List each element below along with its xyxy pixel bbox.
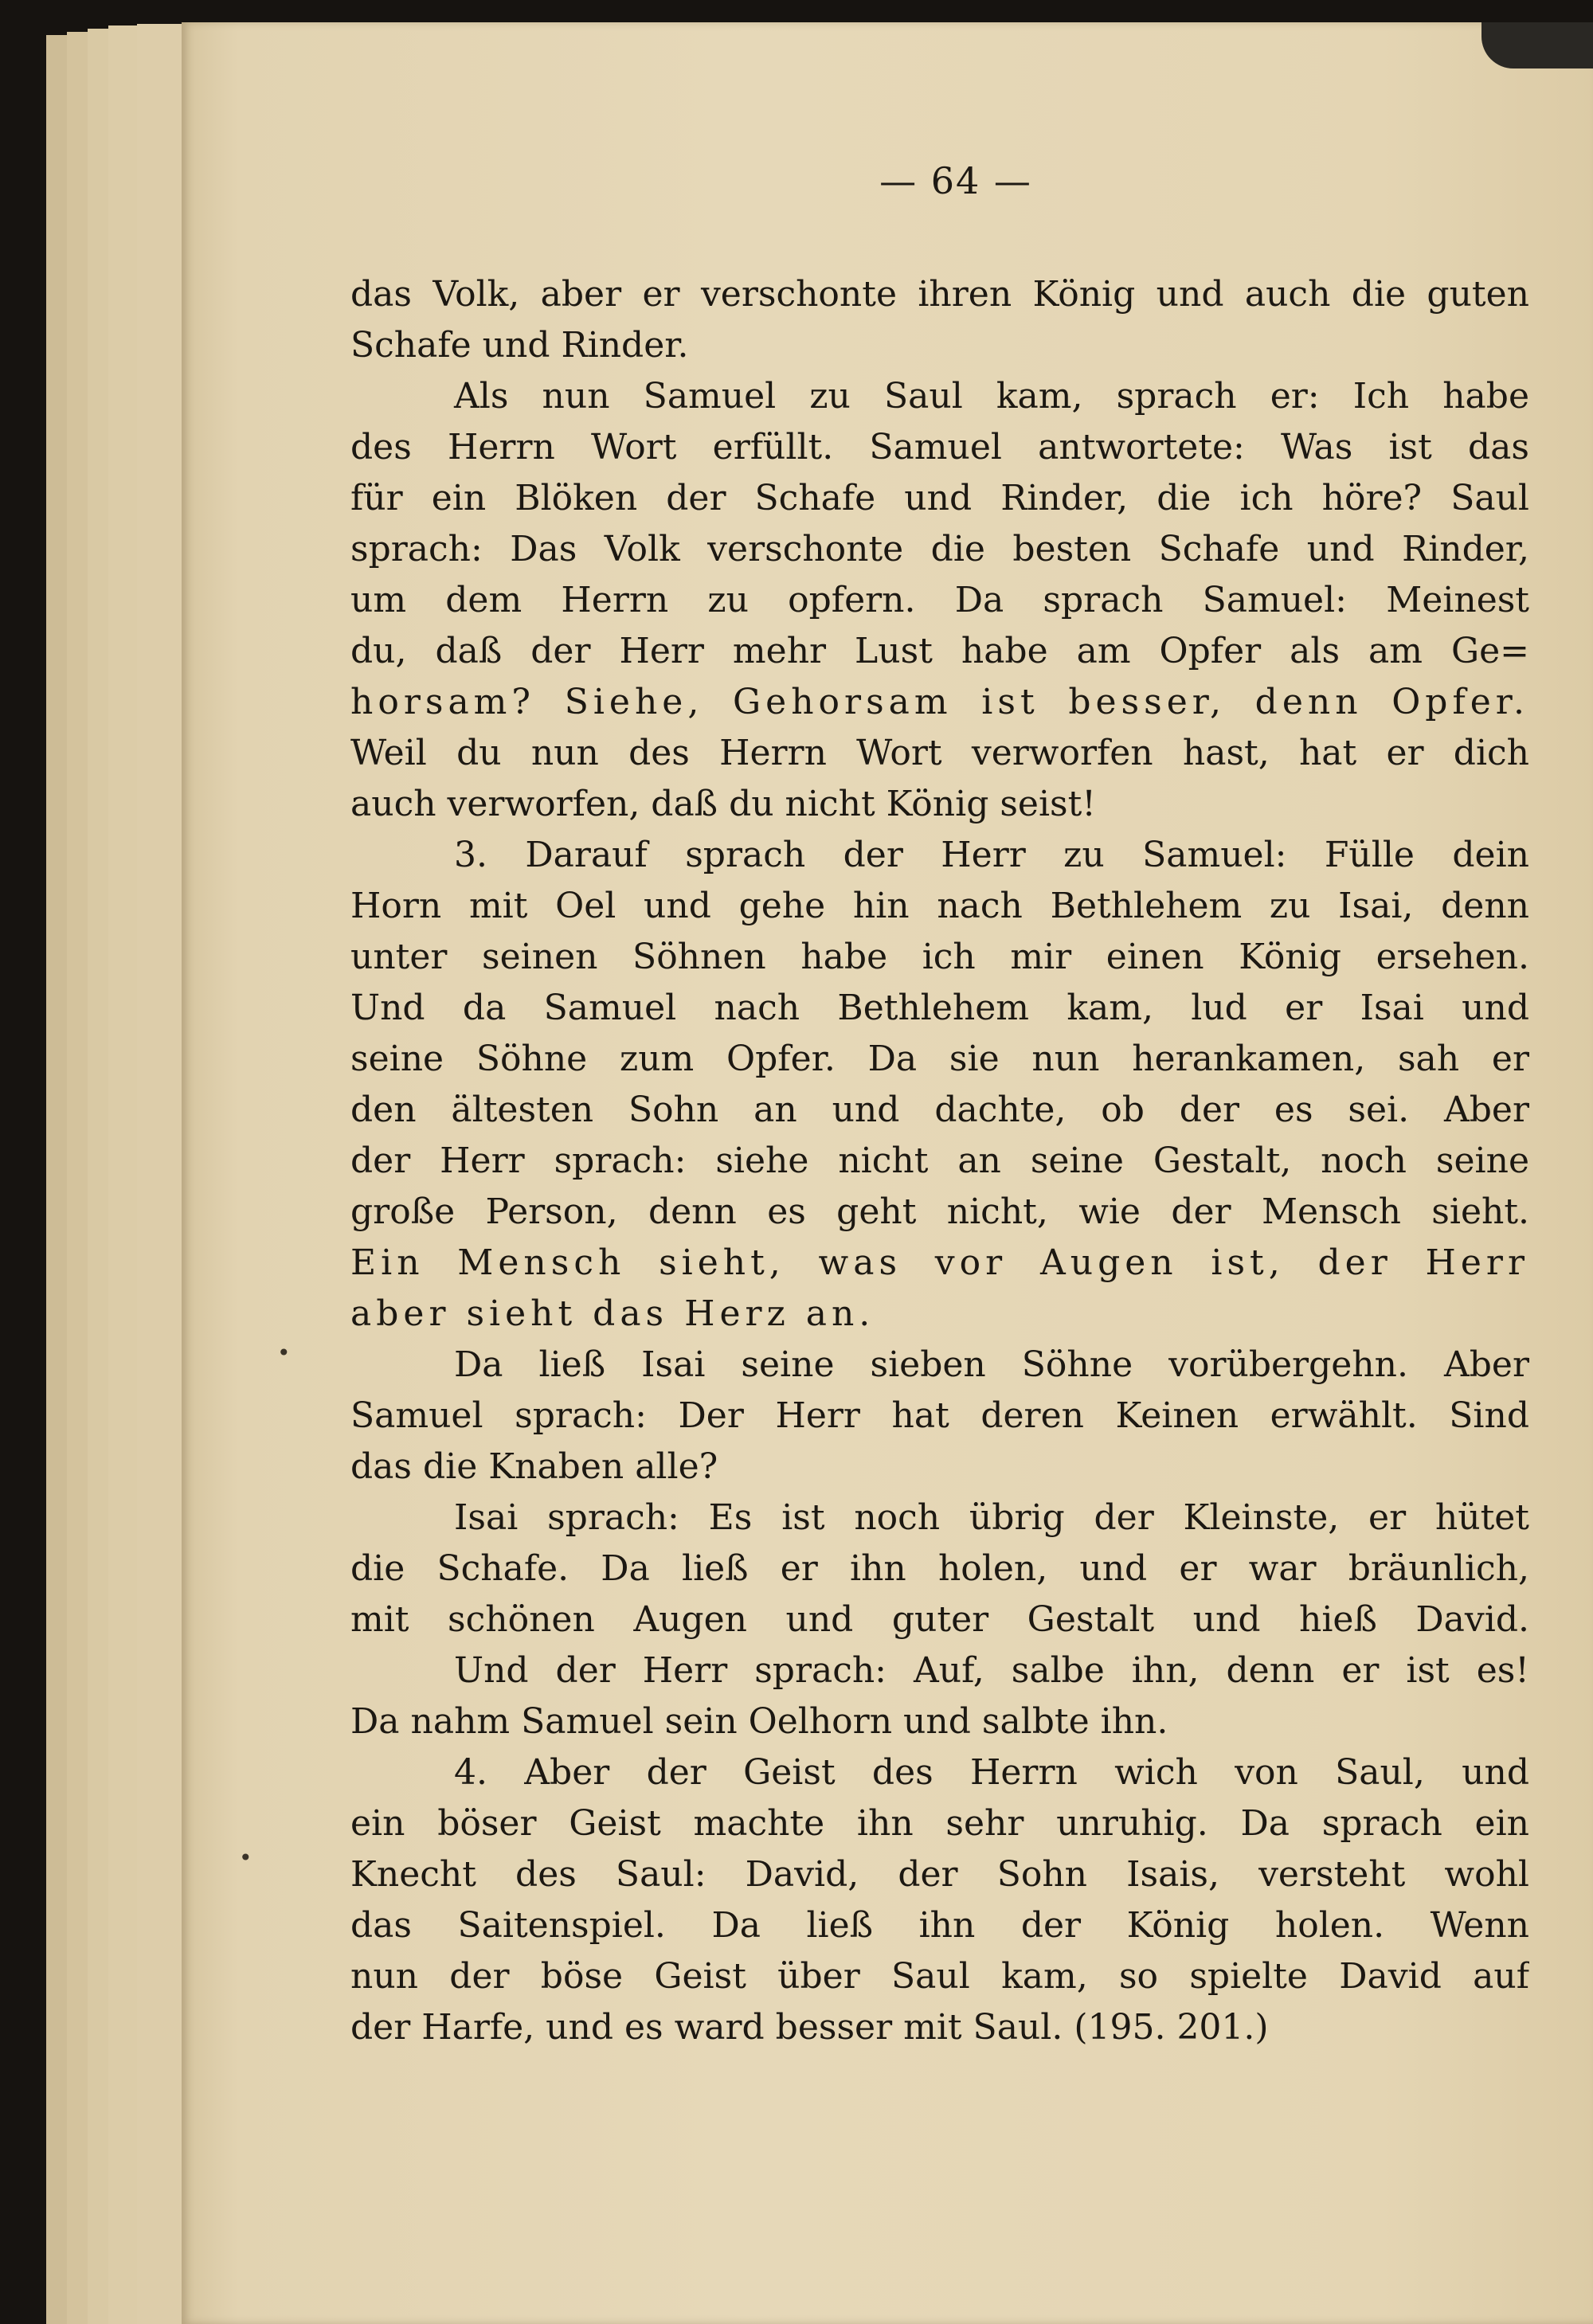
text-line: große Person, denn es geht nicht, wie der Mensch sieht. (350, 1191, 1529, 1232)
page-edge (108, 25, 141, 2324)
text-line: seine Söhne zum Opfer. Da sie nun herankamen, sah er (350, 1039, 1529, 1079)
body-text (350, 269, 1529, 2053)
book-cover-corner (1481, 22, 1593, 68)
text-line: der Harfe, und es ward besser mit Saul. (195. 201.) (350, 2007, 1269, 2048)
text-line: Da ließ Isai seine sieben Söhne vorübergehn. Aber (454, 1344, 1529, 1385)
text-line: nun der böse Geist über Saul kam, so spielte David auf (350, 1956, 1529, 1997)
text-line: den ältesten Sohn an und dachte, ob der es sei. Aber (350, 1090, 1529, 1130)
text-line: horsam? Siehe, Gehorsam ist besser, denn Opfer. (350, 682, 1529, 722)
text-line: Weil du nun des Herrn Wort verworfen hast, hat er dich (350, 733, 1529, 773)
text-line: um dem Herrn zu opfern. Da sprach Samuel: Meinest (350, 580, 1529, 620)
text-line: du, daß der Herr mehr Lust habe am Opfer als am Ge= (350, 631, 1529, 671)
text-line: Schafe und Rinder. (350, 325, 689, 366)
text-line: Knecht des Saul: David, der Sohn Isais, versteht wohl (350, 1854, 1529, 1895)
text-line: des Herrn Wort erfüllt. Samuel antwortete: Was ist das (350, 427, 1529, 468)
text-line: ein böser Geist machte ihn sehr unruhig. Da sprach ein (350, 1803, 1529, 1844)
text-line: aber sieht das Herz an. (350, 1293, 875, 1334)
text-line: die Schafe. Da ließ er ihn holen, und er war bräunlich, (350, 1548, 1529, 1589)
text-line: sprach: Das Volk verschonte die besten Schafe und Rinder, (350, 529, 1529, 569)
text-line: auch verworfen, daß du nicht König seist! (350, 784, 1096, 824)
text-line: für ein Blöken der Schafe und Rinder, die ich höre? Saul (350, 478, 1529, 518)
text-line: 3. Darauf sprach der Herr zu Samuel: Fülle dein (454, 835, 1529, 875)
text-line: Horn mit Oel und gehe hin nach Bethlehem zu Isai, denn (350, 886, 1529, 926)
text-line: 4. Aber der Geist des Herrn wich von Saul, und (454, 1752, 1529, 1793)
page-number: — 64 — (879, 159, 1032, 202)
text-line: Als nun Samuel zu Saul kam, sprach er: Ich habe (454, 376, 1529, 417)
page-edge (137, 24, 186, 2324)
margin-mark: • (239, 1845, 252, 1871)
text-line: der Herr sprach: siehe nicht an seine Gestalt, noch seine (350, 1140, 1529, 1181)
text-line: das Saitenspiel. Da ließ ihn der König holen. Wenn (350, 1905, 1529, 1946)
text-line: Und da Samuel nach Bethlehem kam, lud er Isai und (350, 988, 1529, 1028)
text-line: unter seinen Söhnen habe ich mir einen König ersehen. (350, 937, 1529, 977)
margin-mark: • (277, 1340, 291, 1366)
text-line: das die Knaben alle? (350, 1446, 718, 1487)
text-line: mit schönen Augen und guter Gestalt und hieß David. (350, 1599, 1529, 1640)
text-line: Da nahm Samuel sein Oelhorn und salbte ihn. (350, 1701, 1168, 1742)
text-line: Isai sprach: Es ist noch übrig der Kleinste, er hütet (454, 1497, 1529, 1538)
text-line: Und der Herr sprach: Auf, salbe ihn, denn er ist es! (454, 1650, 1529, 1691)
text-line: das Volk, aber er verschonte ihren König und auch die guten (350, 274, 1529, 315)
text-line: Samuel sprach: Der Herr hat deren Keinen erwählt. Sind (350, 1395, 1529, 1436)
text-line: Ein Mensch sieht, was vor Augen ist, der Herr (350, 1242, 1529, 1283)
